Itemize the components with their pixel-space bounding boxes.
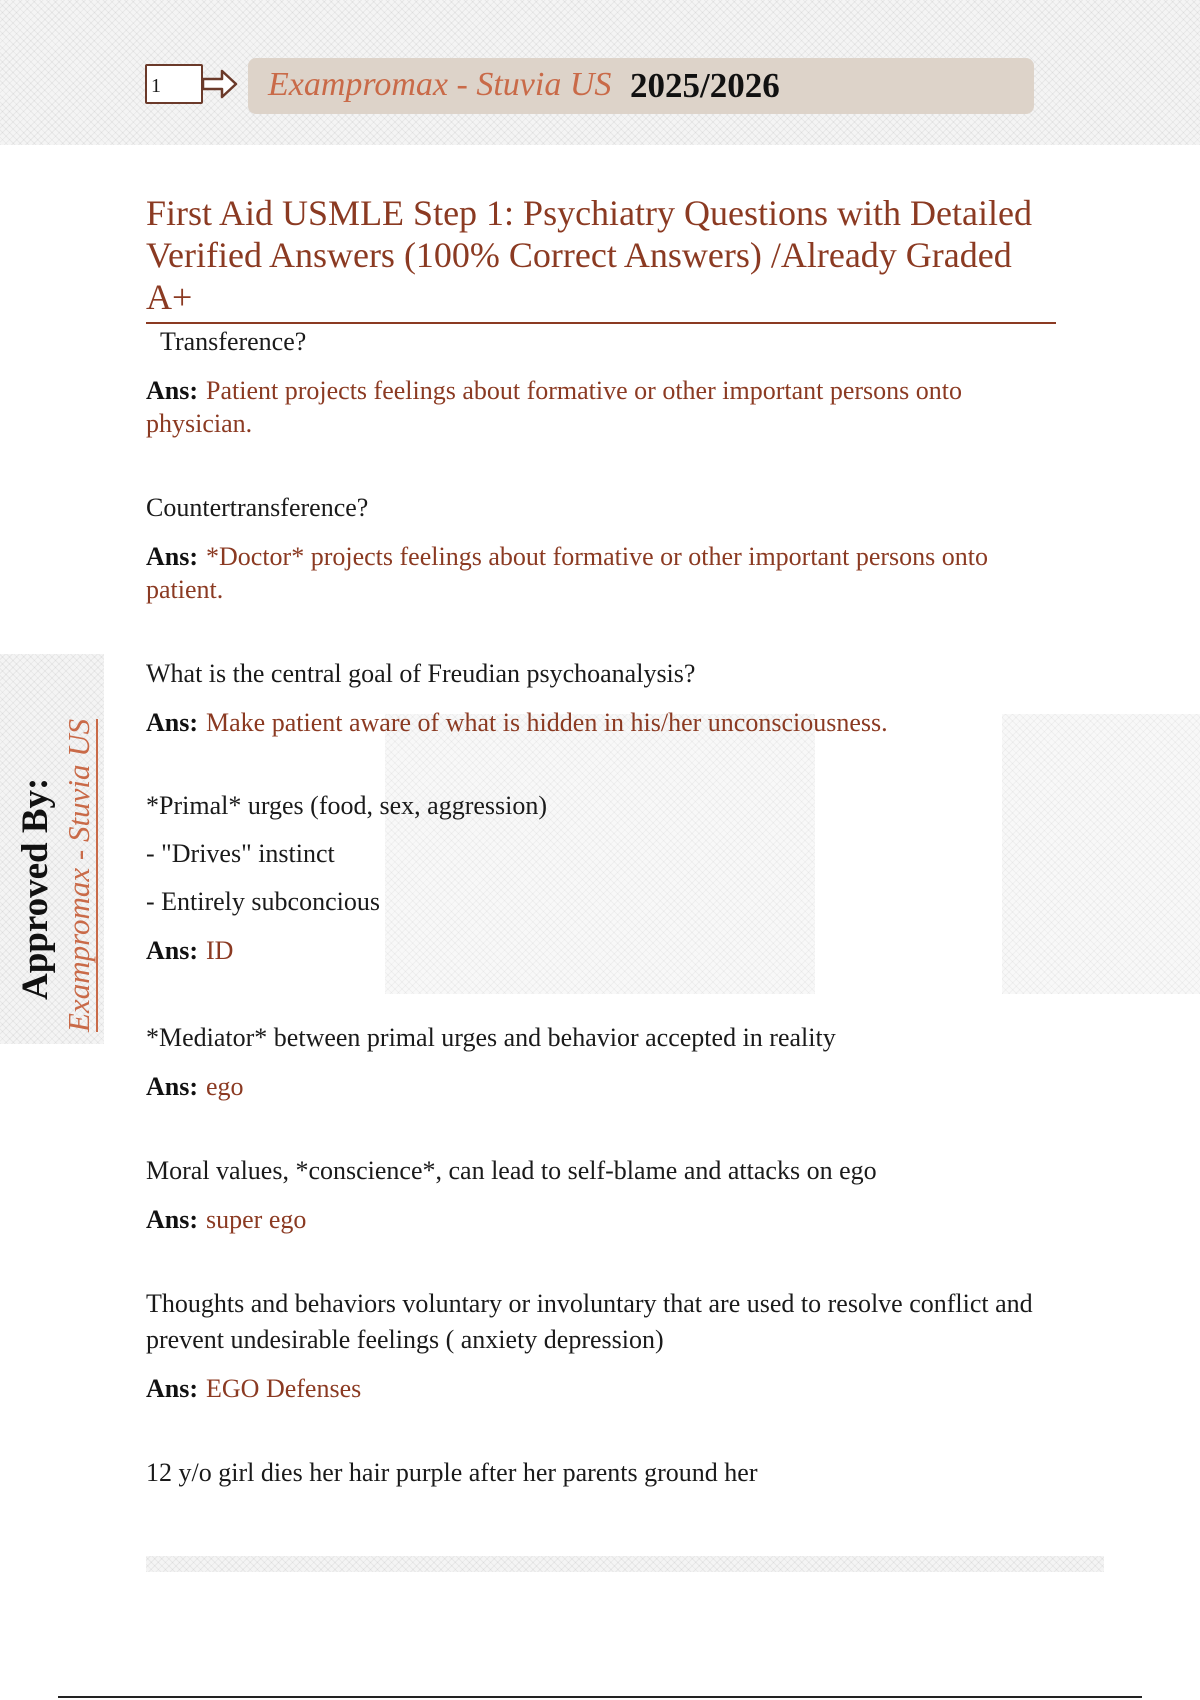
header-band <box>0 0 1200 145</box>
answer-prefix: Ans: <box>146 1374 199 1403</box>
qa-item <box>146 490 1066 606</box>
question: *Primal* urges (food, sex, aggression) <box>146 791 548 820</box>
page-number: 1 <box>151 75 161 97</box>
arrow-right-icon <box>202 68 238 100</box>
answer-text: Make patient aware of what is hidden in his/her unconsciousness. <box>206 708 888 737</box>
bottom-rule <box>58 1696 1142 1698</box>
qa-item <box>146 1020 1066 1103</box>
header-year: 2025/2026 <box>630 66 780 105</box>
question-line: - "Drives" instinct <box>146 839 335 868</box>
qa-item <box>146 656 1066 739</box>
question: Transference? <box>160 327 307 356</box>
document-title: First Aid USMLE Step 1: Psychiatry Questions with Detailed Verified Answers (100% Correct Answers) /Already Graded A+ <box>146 192 1056 324</box>
answer <box>146 706 1066 739</box>
answer-text: Patient projects feelings about formative or other important persons onto physician. <box>146 376 962 438</box>
question-line: - Entirely subconcious <box>146 887 380 916</box>
qa-item <box>146 1153 1066 1236</box>
answer-text: ego <box>206 1072 244 1101</box>
footer-divider <box>146 1556 1104 1572</box>
header-brand: Exampromax - Stuvia US <box>268 66 612 103</box>
answer <box>146 1203 1066 1236</box>
answer <box>146 934 1066 967</box>
approved-by-brand: Exampromax - Stuvia US <box>61 718 96 1032</box>
answer <box>146 1372 1066 1405</box>
answer-text: *Doctor* projects feelings about formative or other important persons onto patient. <box>146 542 988 604</box>
qa-item <box>146 1455 1066 1491</box>
answer-text: super ego <box>206 1205 307 1234</box>
qa-item <box>146 1286 1066 1405</box>
answer-prefix: Ans: <box>146 1072 199 1101</box>
qa-item <box>146 788 1066 967</box>
answer-prefix: Ans: <box>146 542 199 571</box>
question: 12 y/o girl dies her hair purple after her parents ground her <box>146 1458 758 1487</box>
answer <box>146 374 1066 440</box>
question: Moral values, *conscience*, can lead to self-blame and attacks on ego <box>146 1156 877 1185</box>
answer-prefix: Ans: <box>146 1205 199 1234</box>
answer-text: ID <box>206 936 234 965</box>
question: *Mediator* between primal urges and behavior accepted in reality <box>146 1023 836 1052</box>
page-number-box <box>145 64 203 104</box>
qa-item <box>146 324 1066 440</box>
question: Countertransference? <box>146 493 369 522</box>
question: Thoughts and behaviors voluntary or involuntary that are used to resolve conflict and prevent undesirable feelings ( anxiety depression) <box>146 1289 1033 1354</box>
answer-prefix: Ans: <box>146 708 199 737</box>
answer <box>146 540 1066 606</box>
approved-by-label: Approved By: <box>15 777 56 1000</box>
answer <box>146 1070 1066 1103</box>
answer-prefix: Ans: <box>146 936 199 965</box>
answer-text: EGO Defenses <box>206 1374 362 1403</box>
question: What is the central goal of Freudian psychoanalysis? <box>146 659 696 688</box>
answer-prefix: Ans: <box>146 376 199 405</box>
header-banner <box>248 58 1034 114</box>
